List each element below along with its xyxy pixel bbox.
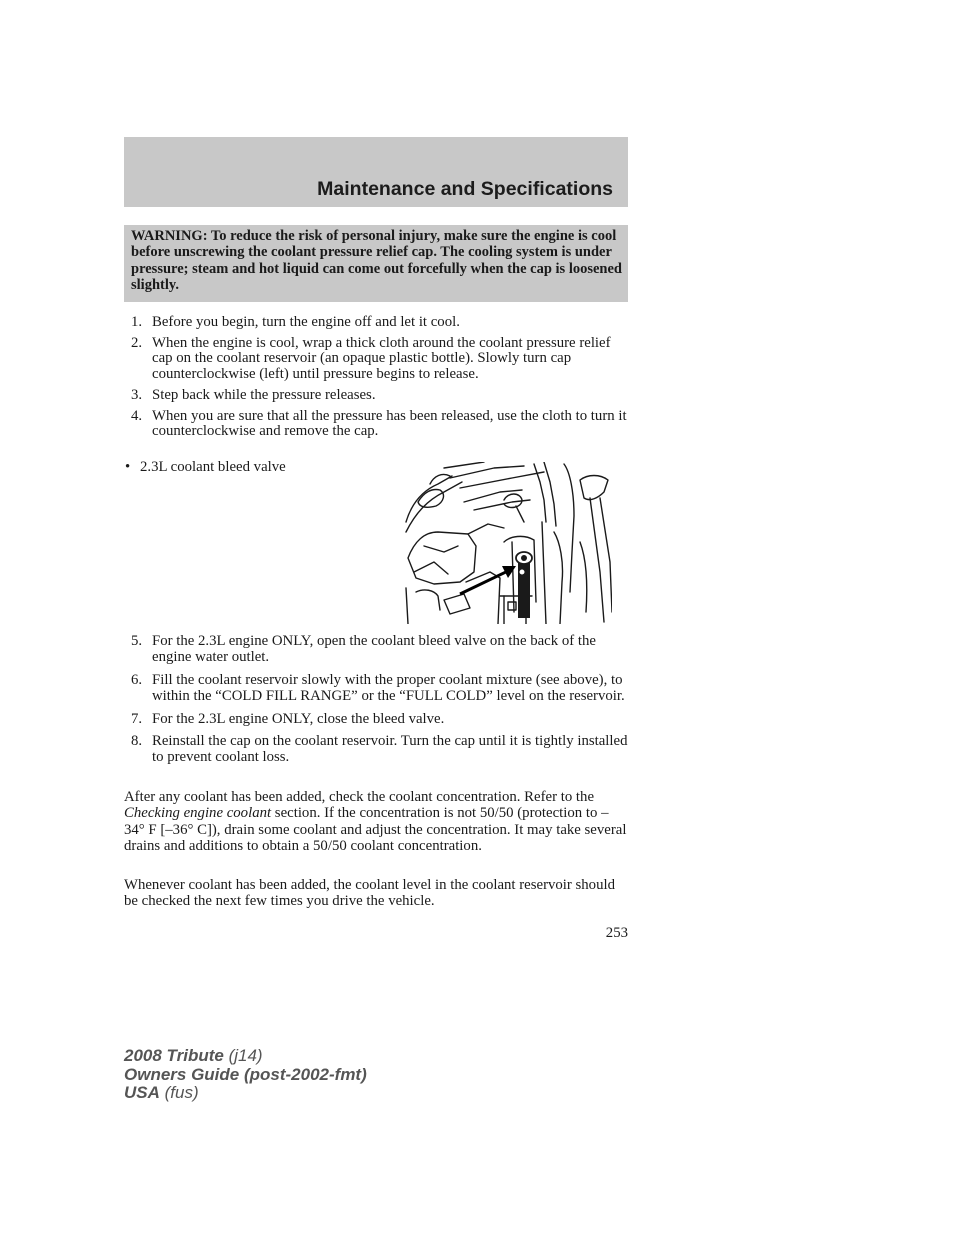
- bullet-text: 2.3L coolant bleed valve: [140, 459, 286, 475]
- step-number: 8.: [131, 733, 143, 750]
- concentration-paragraph: [124, 789, 628, 854]
- page-number: 253: [605, 925, 628, 941]
- coolant-bleed-valve-illustration: [404, 462, 612, 624]
- bleed-valve: [516, 552, 532, 618]
- step-text: Step back while the pressure releases.: [152, 386, 376, 403]
- list-item: [124, 315, 628, 331]
- footer-market-code: (fus): [159, 1083, 199, 1102]
- list-item: [124, 733, 628, 766]
- step-text: Fill the coolant reservoir slowly with the proper coolant mixture (see above), to within the “COLD FILL RANGE” or the “FULL COLD” level on the reservoir.: [152, 671, 625, 705]
- section-title: Maintenance and Specifications: [317, 178, 613, 200]
- list-item: [124, 633, 628, 666]
- step-text: For the 2.3L engine ONLY, close the bleed valve.: [152, 710, 445, 727]
- step-number: 5.: [131, 633, 143, 649]
- cross-reference-link: Checking engine coolant: [124, 805, 272, 822]
- footer-model: 2008 Tribute: [124, 1046, 224, 1065]
- list-item: [124, 336, 628, 383]
- footer-line-3: [124, 1084, 367, 1103]
- section-header-bar: [124, 137, 628, 207]
- paragraph-text-end: section. If the concentration is not 50/50 (protection to –34° F [–36° C]), drain some coolant and adjust the concentration. It may take several drains and additions to obtain a 50/50 coolant concentration.: [124, 805, 627, 854]
- coolant-level-paragraph: Whenever coolant has been added, the coolant level in the coolant reservoir should be checked the next few times you drive the vehicle.: [124, 877, 615, 910]
- footer-line-2: [124, 1066, 367, 1085]
- step-text: Before you begin, turn the engine off and let it cool.: [152, 314, 460, 330]
- list-item: [124, 388, 628, 404]
- footer-model-code: (j14): [223, 1046, 263, 1065]
- footer-guide: Owners Guide (post-2002-fmt): [124, 1064, 367, 1084]
- steps-list-5-8: [124, 633, 628, 766]
- step-number: 4.: [131, 407, 143, 424]
- document-footer: [124, 1047, 367, 1103]
- step-number: 2.: [131, 334, 143, 351]
- footer-market: USA: [124, 1083, 160, 1102]
- footer-line-1: [124, 1047, 367, 1066]
- warning-text: WARNING: To reduce the risk of personal injury, make sure the engine is cool before unscrewing the coolant pressure relief cap. The cooling system is under pressure; steam and hot liquid can come out forcefully when the cap is loosened slightly.: [131, 228, 622, 293]
- step-number: 3.: [131, 386, 143, 403]
- bullet-marker: •: [125, 459, 131, 475]
- list-item: [124, 711, 628, 727]
- step-text: When the engine is cool, wrap a thick cloth around the coolant pressure relief cap on the coolant reservoir (an opaque plastic bottle). Slowly turn cap counterclockwise (left) until pressure begins to release.: [152, 334, 611, 383]
- step-number: 1.: [131, 314, 143, 330]
- list-item: [124, 409, 628, 440]
- paragraph-text-start: After any coolant has been added, check the coolant concentration. Refer to the: [124, 789, 595, 805]
- list-item: [124, 672, 628, 705]
- step-text: For the 2.3L engine ONLY, open the coolant bleed valve on the back of the engine water outlet.: [152, 633, 596, 666]
- step-text: When you are sure that all the pressure has been released, use the cloth to turn it counterclockwise and remove the cap.: [152, 407, 627, 440]
- step-number: 6.: [131, 671, 143, 688]
- step-number: 7.: [131, 710, 143, 727]
- warning-box: [124, 225, 628, 302]
- steps-list-1-4: [124, 315, 628, 440]
- step-text: Reinstall the cap on the coolant reservoir. Turn the cap until it is tightly installed to prevent coolant loss.: [152, 733, 628, 766]
- pointer-arrow-icon: [460, 566, 516, 594]
